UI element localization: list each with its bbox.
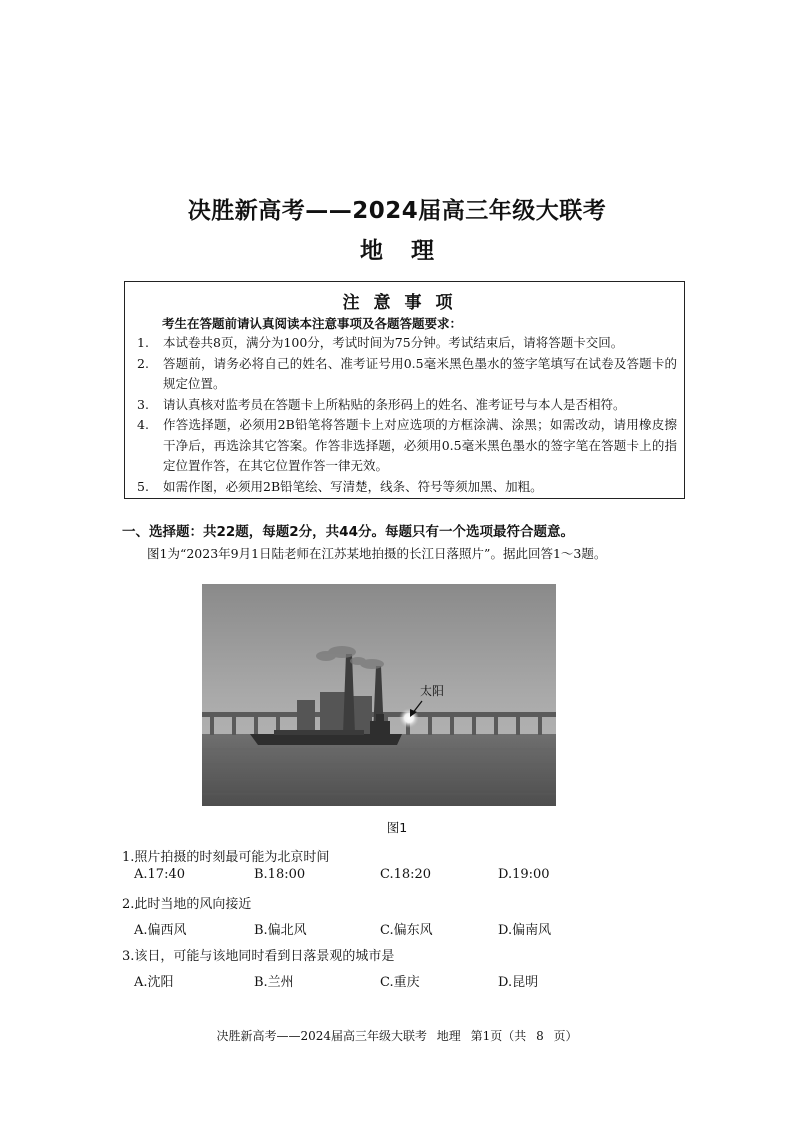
sun-label: 太阳 — [420, 684, 445, 698]
notice-item-text: 本试卷共8页，满分为100分，考试时间为75分钟。考试结束后，请将答题卡交回。 — [163, 335, 624, 350]
answer-option: D.昆明 — [498, 975, 539, 990]
notice-item — [137, 333, 677, 354]
answer-option: B.兰州 — [254, 975, 294, 990]
notice-item — [137, 477, 677, 498]
notice-item-number: 5. — [137, 478, 149, 494]
notice-item-text: 作答选择题，必须用2B铅笔将答题卡上对应选项的方框涂满、涂黑；如需改动，请用橡皮擦干净后，再选涂其它答案。作答非选择题，必须用0.5毫米黑色墨水的签字笔在答题卡上的指定位置作答，在其它位置作答一律无效。 — [163, 417, 677, 473]
question-stem: 3.该日，可能与该地同时看到日落景观的城市是 — [122, 949, 395, 964]
answer-option: A.沈阳 — [134, 975, 174, 990]
notice-item-text: 如需作图，必须用2B铅笔绘、写清楚，线条、符号等须加黑、加粗。 — [163, 478, 543, 494]
figure-1-photo — [202, 584, 556, 806]
sunset-photo-svg — [202, 584, 556, 806]
notice-item-number: 4. — [137, 417, 149, 432]
answer-option: B.偏北风 — [254, 923, 307, 938]
answer-option: C.18:20 — [380, 867, 432, 882]
notice-item-number: 1. — [137, 335, 149, 350]
question-intro: 图1为“2023年9月1日陆老师在江苏某地拍摄的长江日落照片”。据此回答1～3题。 — [147, 546, 607, 561]
notice-item-text: 答题前，请务必将自己的姓名、准考证号用0.5毫米黑色墨水的签字笔填写在试卷及答题卡的规定位置。 — [163, 355, 677, 391]
answer-option: D.19:00 — [498, 867, 550, 882]
exam-subject: 地 理 — [359, 238, 434, 264]
question-stem: 2.此时当地的风向接近 — [122, 897, 252, 912]
notice-intro: 考生在答题前请认真阅读本注意事项及各题答题要求： — [162, 316, 463, 331]
answer-option: D.偏南风 — [498, 923, 552, 938]
answer-option: C.偏东风 — [380, 923, 433, 938]
page-footer: 决胜新高考——2024届高三年级大联考 地理 第1页（共 8 页） — [216, 1029, 578, 1043]
figure-caption: 图1 — [386, 820, 408, 835]
notice-item — [137, 395, 677, 416]
question-stem: 1.照片拍摄的时刻最可能为北京时间 — [122, 850, 330, 865]
notice-item-text: 请认真核对监考员在答题卡上所粘贴的条形码上的姓名、准考证号与本人是否相符。 — [163, 396, 626, 412]
notice-item — [137, 415, 677, 477]
section-heading: 一、选择题：共22题，每题2分，共44分。每题只有一个选项最符合题意。 — [122, 524, 574, 540]
notice-box — [124, 281, 685, 499]
notice-title: 注意事项 — [342, 293, 467, 313]
notice-list — [137, 333, 677, 497]
notice-item — [137, 354, 677, 395]
answer-option: A.偏西风 — [134, 923, 187, 938]
answer-option: A.17:40 — [134, 867, 185, 882]
answer-option: B.18:00 — [254, 867, 306, 882]
exam-title: 决胜新高考——2024届高三年级大联考 — [187, 198, 607, 224]
notice-item-number: 2. — [137, 355, 149, 371]
answer-option: C.重庆 — [380, 975, 420, 990]
notice-item-number: 3. — [137, 396, 149, 412]
